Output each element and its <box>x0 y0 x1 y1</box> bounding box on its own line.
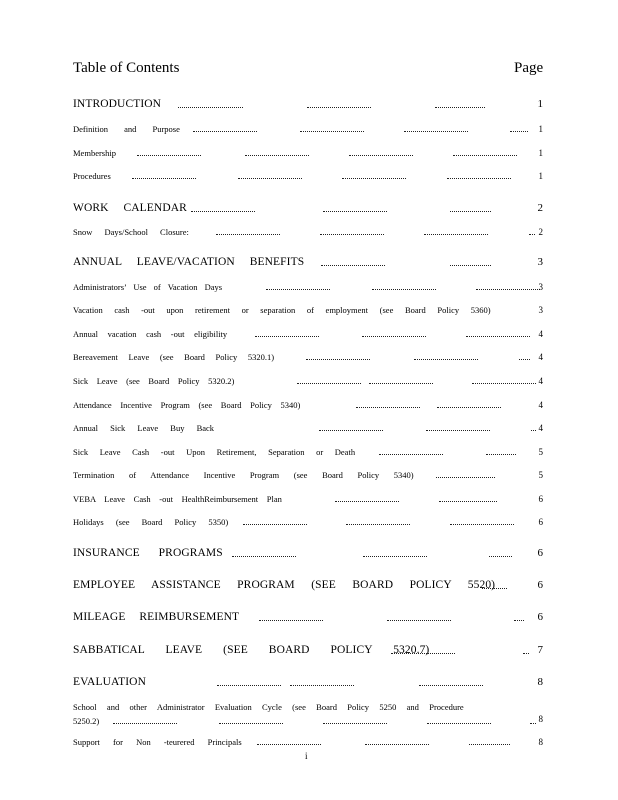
toc-entry-page-number: 7 <box>537 644 543 656</box>
toc-entry <box>73 494 543 510</box>
toc-entry <box>73 329 543 345</box>
dot-leader <box>427 722 491 724</box>
toc-entry <box>73 124 543 140</box>
dot-leader <box>531 429 536 431</box>
dot-leader <box>178 106 243 108</box>
dot-leader <box>219 722 283 724</box>
toc-entry-page-number: 6 <box>537 611 543 623</box>
dot-leader <box>450 264 491 266</box>
dot-leader <box>519 358 530 360</box>
toc-entry-page-number: 2 <box>538 227 543 237</box>
dot-leader <box>387 619 451 621</box>
toc-entry-page-number: 4 <box>538 400 543 410</box>
dot-leader <box>482 587 507 589</box>
dot-leader <box>300 130 364 132</box>
toc-entry-page-number: 6 <box>538 494 543 504</box>
toc-entry-page-number: 3 <box>538 282 543 292</box>
dot-leader <box>369 382 433 384</box>
toc-entry-label: INTRODUCTION <box>73 98 162 110</box>
dot-leader <box>243 523 307 525</box>
toc-entry-page-number: 2 <box>537 202 543 214</box>
dot-leader <box>323 722 387 724</box>
toc-entry <box>73 447 543 463</box>
dot-leader <box>306 358 370 360</box>
dot-leader <box>217 684 281 686</box>
toc-entry <box>73 202 543 218</box>
toc-entry-label: Bereavement Leave (see Board Policy 5320.1) <box>73 352 275 362</box>
dot-leader <box>476 288 540 290</box>
dot-leader <box>424 233 488 235</box>
toc-entry-label: INSURANCE PROGRAMS <box>73 547 223 559</box>
dot-leader <box>193 130 257 132</box>
toc-entry <box>73 171 543 187</box>
toc-entry-label: ANNUAL LEAVE/VACATION BENEFITS <box>73 256 305 268</box>
toc-entry <box>73 547 543 563</box>
footer-page-number: i <box>305 751 308 761</box>
page-column-label: Page <box>514 60 544 76</box>
toc-entry <box>73 227 543 243</box>
toc-entry-page-number: 1 <box>538 171 543 181</box>
dot-leader <box>436 476 495 478</box>
toc-entry <box>73 676 543 692</box>
toc-entry-page-number: 5 <box>538 447 543 457</box>
dot-leader <box>469 743 510 745</box>
dot-leader <box>323 210 387 212</box>
dot-leader <box>232 555 296 557</box>
toc-entry-page-number: 6 <box>537 579 543 591</box>
toc-entry-label: Administrators’ Use of Vacation Days <box>73 282 223 292</box>
toc-entry <box>73 282 543 298</box>
toc-entry-page-number: 8 <box>537 676 543 688</box>
dot-leader <box>450 523 514 525</box>
dot-leader <box>349 154 413 156</box>
toc-title: Table of Contents <box>73 60 180 76</box>
toc-entry-label: Snow Days/School Closure: <box>73 227 189 237</box>
toc-entry <box>73 256 543 272</box>
toc-entry <box>73 376 543 392</box>
toc-entry-page-number: 3 <box>537 256 543 268</box>
dot-leader <box>132 177 196 179</box>
toc-entry-page-number: 8 <box>538 714 543 724</box>
dot-leader <box>335 500 399 502</box>
toc-entry-label: Procedures <box>73 171 111 181</box>
toc-entry-page-number: 6 <box>538 517 543 527</box>
toc-entry-label: Sick Leave (see Board Policy 5320.2) <box>73 376 235 386</box>
dot-leader <box>453 154 517 156</box>
dot-leader <box>439 500 497 502</box>
toc-entry <box>73 517 543 533</box>
dot-leader <box>391 652 455 654</box>
dot-leader <box>297 382 361 384</box>
dot-leader <box>238 177 302 179</box>
dot-leader <box>113 722 177 724</box>
dot-leader <box>290 684 354 686</box>
toc-entry-page-number: 5 <box>538 470 543 480</box>
toc-entry-page-number: 4 <box>538 376 543 386</box>
toc-entry <box>73 737 543 753</box>
dot-leader <box>489 555 512 557</box>
dot-leader <box>259 619 323 621</box>
toc-entry-label: Membership <box>73 148 116 158</box>
dot-leader <box>510 130 528 132</box>
dot-leader <box>466 335 530 337</box>
dot-leader <box>523 652 529 654</box>
toc-entry-label: MILEAGE REIMBURSEMENT <box>73 611 240 623</box>
toc-entry-label: EMPLOYEE ASSISTANCE PROGRAM (SEE BOARD POLICY 5520) <box>73 579 496 591</box>
toc-entry-page-number: 8 <box>538 737 543 747</box>
dot-leader <box>365 743 429 745</box>
dot-leader <box>372 288 436 290</box>
toc-entry-label: WORK CALENDAR <box>73 202 187 214</box>
dot-leader <box>437 406 501 408</box>
toc-entry-label: Vacation cash -out upon retirement or separation of employment (see Board Policy 5360) <box>73 305 491 315</box>
toc-entry <box>73 611 543 627</box>
toc-entry <box>73 423 543 439</box>
dot-leader <box>435 106 485 108</box>
dot-leader <box>414 358 478 360</box>
dot-leader <box>426 429 490 431</box>
toc-entry-page-number: 1 <box>538 148 543 158</box>
dot-leader <box>245 154 309 156</box>
toc-entry-label: VEBA Leave Cash -out HealthReimbursement Plan <box>73 494 282 504</box>
dot-leader <box>137 154 201 156</box>
toc-entry-label: Annual vacation cash -out eligibility <box>73 329 228 339</box>
toc-entry <box>73 98 543 114</box>
dot-leader <box>472 382 536 384</box>
dot-leader <box>419 684 483 686</box>
toc-entry-label: Sick Leave Cash -out Upon Retirement, Separation or Death <box>73 447 356 457</box>
toc-entry-label: Definition and Purpose <box>73 124 180 134</box>
dot-leader <box>321 264 385 266</box>
toc-entry-page-number: 1 <box>537 98 543 110</box>
dot-leader <box>404 130 468 132</box>
toc-entry <box>73 644 543 660</box>
toc-entry <box>73 352 543 368</box>
dot-leader <box>362 335 426 337</box>
toc-entry <box>73 470 543 486</box>
dot-leader <box>320 233 384 235</box>
toc-entry-page-number: 3 <box>538 305 543 315</box>
toc-entry <box>73 400 543 416</box>
toc-entry-page-number: 6 <box>537 547 543 559</box>
toc-entry-page-number: 4 <box>538 329 543 339</box>
dot-leader <box>257 743 321 745</box>
toc-entry-page-number: 4 <box>538 423 543 433</box>
dot-leader <box>379 453 443 455</box>
toc-entry-label: Holidays (see Board Policy 5350) <box>73 517 229 527</box>
dot-leader <box>191 210 255 212</box>
toc-entry-label: SABBATICAL LEAVE (SEE BOARD POLICY 5320.7) <box>73 644 430 656</box>
dot-leader <box>342 177 406 179</box>
toc-entry-label: School and other Administrator Evaluation Cycle (see Board Policy 5250 and Procedure <box>73 702 464 712</box>
dot-leader <box>363 555 427 557</box>
toc-entry-label: Annual Sick Leave Buy Back <box>73 423 215 433</box>
toc-entry-label: Attendance Incentive Program (see Board Policy 5340) <box>73 400 301 410</box>
dot-leader <box>356 406 420 408</box>
dot-leader <box>346 523 410 525</box>
dot-leader <box>255 335 319 337</box>
toc-entry-page-number: 4 <box>538 352 543 362</box>
dot-leader <box>514 619 524 621</box>
dot-leader <box>266 288 330 290</box>
toc-entry-page-number: 1 <box>538 124 543 134</box>
dot-leader <box>486 453 516 455</box>
toc-entry <box>73 702 543 726</box>
dot-leader <box>447 177 511 179</box>
dot-leader <box>529 233 535 235</box>
toc-entry-label: Termination of Attendance Incentive Program (see Board Policy 5340) <box>73 470 414 480</box>
toc-entry <box>73 305 543 321</box>
toc-entry <box>73 148 543 164</box>
dot-leader <box>216 233 280 235</box>
toc-entry <box>73 579 543 595</box>
dot-leader <box>530 722 536 724</box>
toc-entry-label: Support for Non -teurered Principals <box>73 737 242 747</box>
toc-entry-label: EVALUATION <box>73 676 146 688</box>
dot-leader <box>319 429 383 431</box>
dot-leader <box>307 106 371 108</box>
toc-entry-label-continuation: 5250.2) <box>73 716 100 726</box>
dot-leader <box>450 210 491 212</box>
